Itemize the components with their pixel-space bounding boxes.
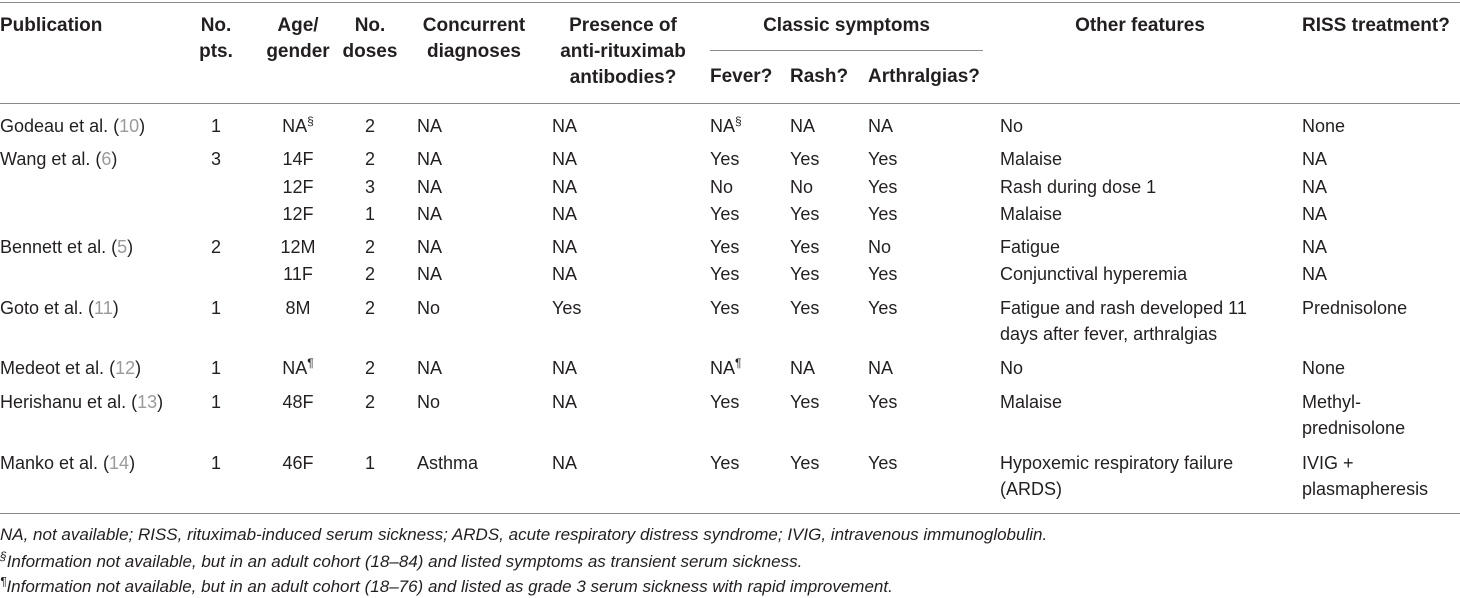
cell-no-doses: 2 xyxy=(364,358,375,378)
header-arthralgias: Arthralgias? xyxy=(868,66,980,87)
cell-rash: Yes xyxy=(790,453,820,473)
cell-publication: Godeau et al. (10) xyxy=(0,116,146,136)
cell-presence: NA xyxy=(552,358,578,378)
cell-age-gender: NA§ xyxy=(282,114,314,136)
cell-age-gender: NA¶ xyxy=(282,356,314,378)
cell-no-doses: 2 xyxy=(364,116,375,136)
footnote-abbreviations: NA, not available; RISS, rituximab-induced serum sickness; ARDS, acute respiratory distress syndrome; IVIG, intravenous immunoglobulin. xyxy=(0,525,1048,544)
cell-publication: Goto et al. (11) xyxy=(0,298,119,318)
table-top-rule xyxy=(0,2,1460,3)
cell-concurrent: NA xyxy=(417,177,443,197)
cell-riss-treatment: IVIG + plasmapheresis xyxy=(1302,453,1429,499)
cell-riss-treatment: NA xyxy=(1302,204,1328,224)
cell-arthralgias: Yes xyxy=(868,453,898,473)
cell-fever: Yes xyxy=(710,453,740,473)
cell-other-features: No xyxy=(1000,358,1024,378)
cell-rash: No xyxy=(790,177,814,197)
cell-age-gender: 12F xyxy=(282,204,314,224)
cell-arthralgias: Yes xyxy=(868,392,898,412)
cell-arthralgias: Yes xyxy=(868,264,898,284)
cell-presence: NA xyxy=(552,392,578,412)
reference-number[interactable]: 11 xyxy=(94,298,113,318)
cell-riss-treatment: NA xyxy=(1302,177,1328,197)
cell-concurrent: No xyxy=(417,298,441,318)
cell-arthralgias: Yes xyxy=(868,177,898,197)
classic-symptoms-underline xyxy=(710,50,983,51)
cell-rash: NA xyxy=(790,116,816,136)
cell-concurrent: NA xyxy=(417,116,443,136)
cell-publication: Bennett et al. (5) xyxy=(0,237,134,257)
cell-arthralgias: NA xyxy=(868,116,894,136)
cell-riss-treatment: Methyl- prednisolone xyxy=(1302,392,1406,438)
cell-age-gender: 12M xyxy=(280,237,316,257)
table-row xyxy=(0,295,1460,344)
reference-number[interactable]: 6 xyxy=(101,149,112,169)
header-no-pts: No. pts. xyxy=(199,15,233,62)
cell-concurrent: NA xyxy=(417,237,443,257)
header-publication: Publication xyxy=(0,15,103,36)
cell-concurrent: NA xyxy=(417,204,443,224)
header-classic-symptoms: Classic symptoms xyxy=(763,15,930,36)
cell-no-doses: 2 xyxy=(364,264,375,284)
cell-no-doses: 3 xyxy=(364,177,375,197)
cell-other-features: Malaise xyxy=(1000,392,1063,412)
table-row xyxy=(0,201,1460,224)
cell-age-gender: 8M xyxy=(285,298,311,318)
reference-number[interactable]: 14 xyxy=(109,453,130,473)
cell-presence: NA xyxy=(552,264,578,284)
table-row xyxy=(0,174,1460,197)
table-row xyxy=(0,146,1460,169)
cell-presence: Yes xyxy=(552,298,582,318)
cell-presence: NA xyxy=(552,149,578,169)
cell-fever: Yes xyxy=(710,204,740,224)
header-no-doses: No. doses xyxy=(342,15,398,62)
cell-fever: Yes xyxy=(710,298,740,318)
cell-no-pts: 1 xyxy=(210,116,221,136)
cell-concurrent: Asthma xyxy=(417,453,479,473)
cell-other-features: Malaise xyxy=(1000,204,1063,224)
cell-riss-treatment: None xyxy=(1302,358,1346,378)
footnote-pilcrow: ¶Information not available, but in an adult cohort (18–76) and listed as grade 3 serum sickness with rapid improvement. xyxy=(0,574,893,596)
header-concurrent-diagnoses: Concurrent diagnoses xyxy=(422,15,526,62)
cell-other-features: Fatigue and rash developed 11 days after fever, arthralgias xyxy=(1000,298,1247,344)
header-age-gender: Age/ gender xyxy=(266,15,330,62)
cell-fever: Yes xyxy=(710,237,740,257)
header-other-features: Other features xyxy=(1075,15,1205,36)
cell-fever: Yes xyxy=(710,149,740,169)
cell-presence: NA xyxy=(552,237,578,257)
cell-no-doses: 1 xyxy=(364,204,375,224)
cell-other-features: Conjunctival hyperemia xyxy=(1000,264,1188,284)
cell-concurrent: NA xyxy=(417,149,443,169)
table-row xyxy=(0,355,1460,378)
cell-age-gender: 12F xyxy=(282,177,314,197)
cell-no-doses: 2 xyxy=(364,298,375,318)
cell-arthralgias: Yes xyxy=(868,298,898,318)
header-rash: Rash? xyxy=(790,66,849,87)
header-presence-antibodies: Presence of anti-rituximab antibodies? xyxy=(560,15,686,88)
reference-number[interactable]: 5 xyxy=(117,237,128,257)
cell-other-features: Hypoxemic respiratory failure (ARDS) xyxy=(1000,453,1234,499)
cell-concurrent: NA xyxy=(417,358,443,378)
table-row xyxy=(0,261,1460,284)
cell-no-doses: 2 xyxy=(364,237,375,257)
cell-arthralgias: Yes xyxy=(868,204,898,224)
cell-age-gender: 48F xyxy=(282,392,314,412)
cell-no-doses: 1 xyxy=(364,453,375,473)
cell-no-pts: 2 xyxy=(210,237,221,257)
cell-riss-treatment: NA xyxy=(1302,149,1328,169)
cell-publication: Medeot et al. (12) xyxy=(0,358,142,378)
cell-rash: Yes xyxy=(790,264,820,284)
cell-no-pts: 1 xyxy=(210,392,221,412)
cell-presence: NA xyxy=(552,453,578,473)
cell-riss-treatment: NA xyxy=(1302,264,1328,284)
cell-arthralgias: Yes xyxy=(868,149,898,169)
cell-rash: NA xyxy=(790,358,816,378)
cell-fever: Yes xyxy=(710,392,740,412)
cell-concurrent: No xyxy=(417,392,441,412)
cell-no-pts: 1 xyxy=(210,453,221,473)
cell-rash: Yes xyxy=(790,237,820,257)
cell-no-pts: 3 xyxy=(210,149,221,169)
cell-rash: Yes xyxy=(790,392,820,412)
cell-age-gender: 11F xyxy=(283,264,313,284)
cell-riss-treatment: Prednisolone xyxy=(1302,298,1408,318)
cell-riss-treatment: None xyxy=(1302,116,1346,136)
table-bottom-rule xyxy=(0,513,1460,514)
header-riss-treatment: RISS treatment? xyxy=(1302,15,1450,36)
header-bottom-rule xyxy=(0,103,1460,104)
reference-number[interactable]: 10 xyxy=(119,116,140,136)
table-row xyxy=(0,389,1460,438)
cell-no-doses: 2 xyxy=(364,149,375,169)
cell-concurrent: NA xyxy=(417,264,443,284)
cell-fever: NA¶ xyxy=(710,356,742,378)
cell-arthralgias: No xyxy=(868,237,892,257)
cell-presence: NA xyxy=(552,177,578,197)
cell-rash: Yes xyxy=(790,149,820,169)
reference-number[interactable]: 13 xyxy=(137,392,158,412)
cell-rash: Yes xyxy=(790,298,820,318)
cell-publication: Herishanu et al. (13) xyxy=(0,392,164,412)
cell-other-features: No xyxy=(1000,116,1024,136)
cell-no-doses: 2 xyxy=(364,392,375,412)
cell-other-features: Malaise xyxy=(1000,149,1063,169)
cell-age-gender: 46F xyxy=(282,453,314,473)
table-row xyxy=(0,450,1460,499)
header-fever: Fever? xyxy=(710,66,773,87)
cell-no-pts: 1 xyxy=(210,358,221,378)
cell-fever: NA§ xyxy=(710,114,742,136)
cell-presence: NA xyxy=(552,116,578,136)
cell-rash: Yes xyxy=(790,204,820,224)
table-row xyxy=(0,234,1460,257)
cell-publication: Manko et al. (14) xyxy=(0,453,136,473)
reference-number[interactable]: 12 xyxy=(115,358,136,378)
cell-age-gender: 14F xyxy=(282,149,314,169)
cell-arthralgias: NA xyxy=(868,358,894,378)
cell-riss-treatment: NA xyxy=(1302,237,1328,257)
cell-fever: No xyxy=(710,177,734,197)
cell-presence: NA xyxy=(552,204,578,224)
cell-fever: Yes xyxy=(710,264,740,284)
cell-no-pts: 1 xyxy=(210,298,221,318)
cell-other-features: Rash during dose 1 xyxy=(1000,177,1157,197)
cell-other-features: Fatigue xyxy=(1000,237,1061,257)
table-row xyxy=(0,113,1460,136)
cell-publication: Wang et al. (6) xyxy=(0,149,118,169)
footnote-section-sign: §Information not available, but in an adult cohort (18–84) and listed symptoms as transient serum sickness. xyxy=(0,549,803,571)
